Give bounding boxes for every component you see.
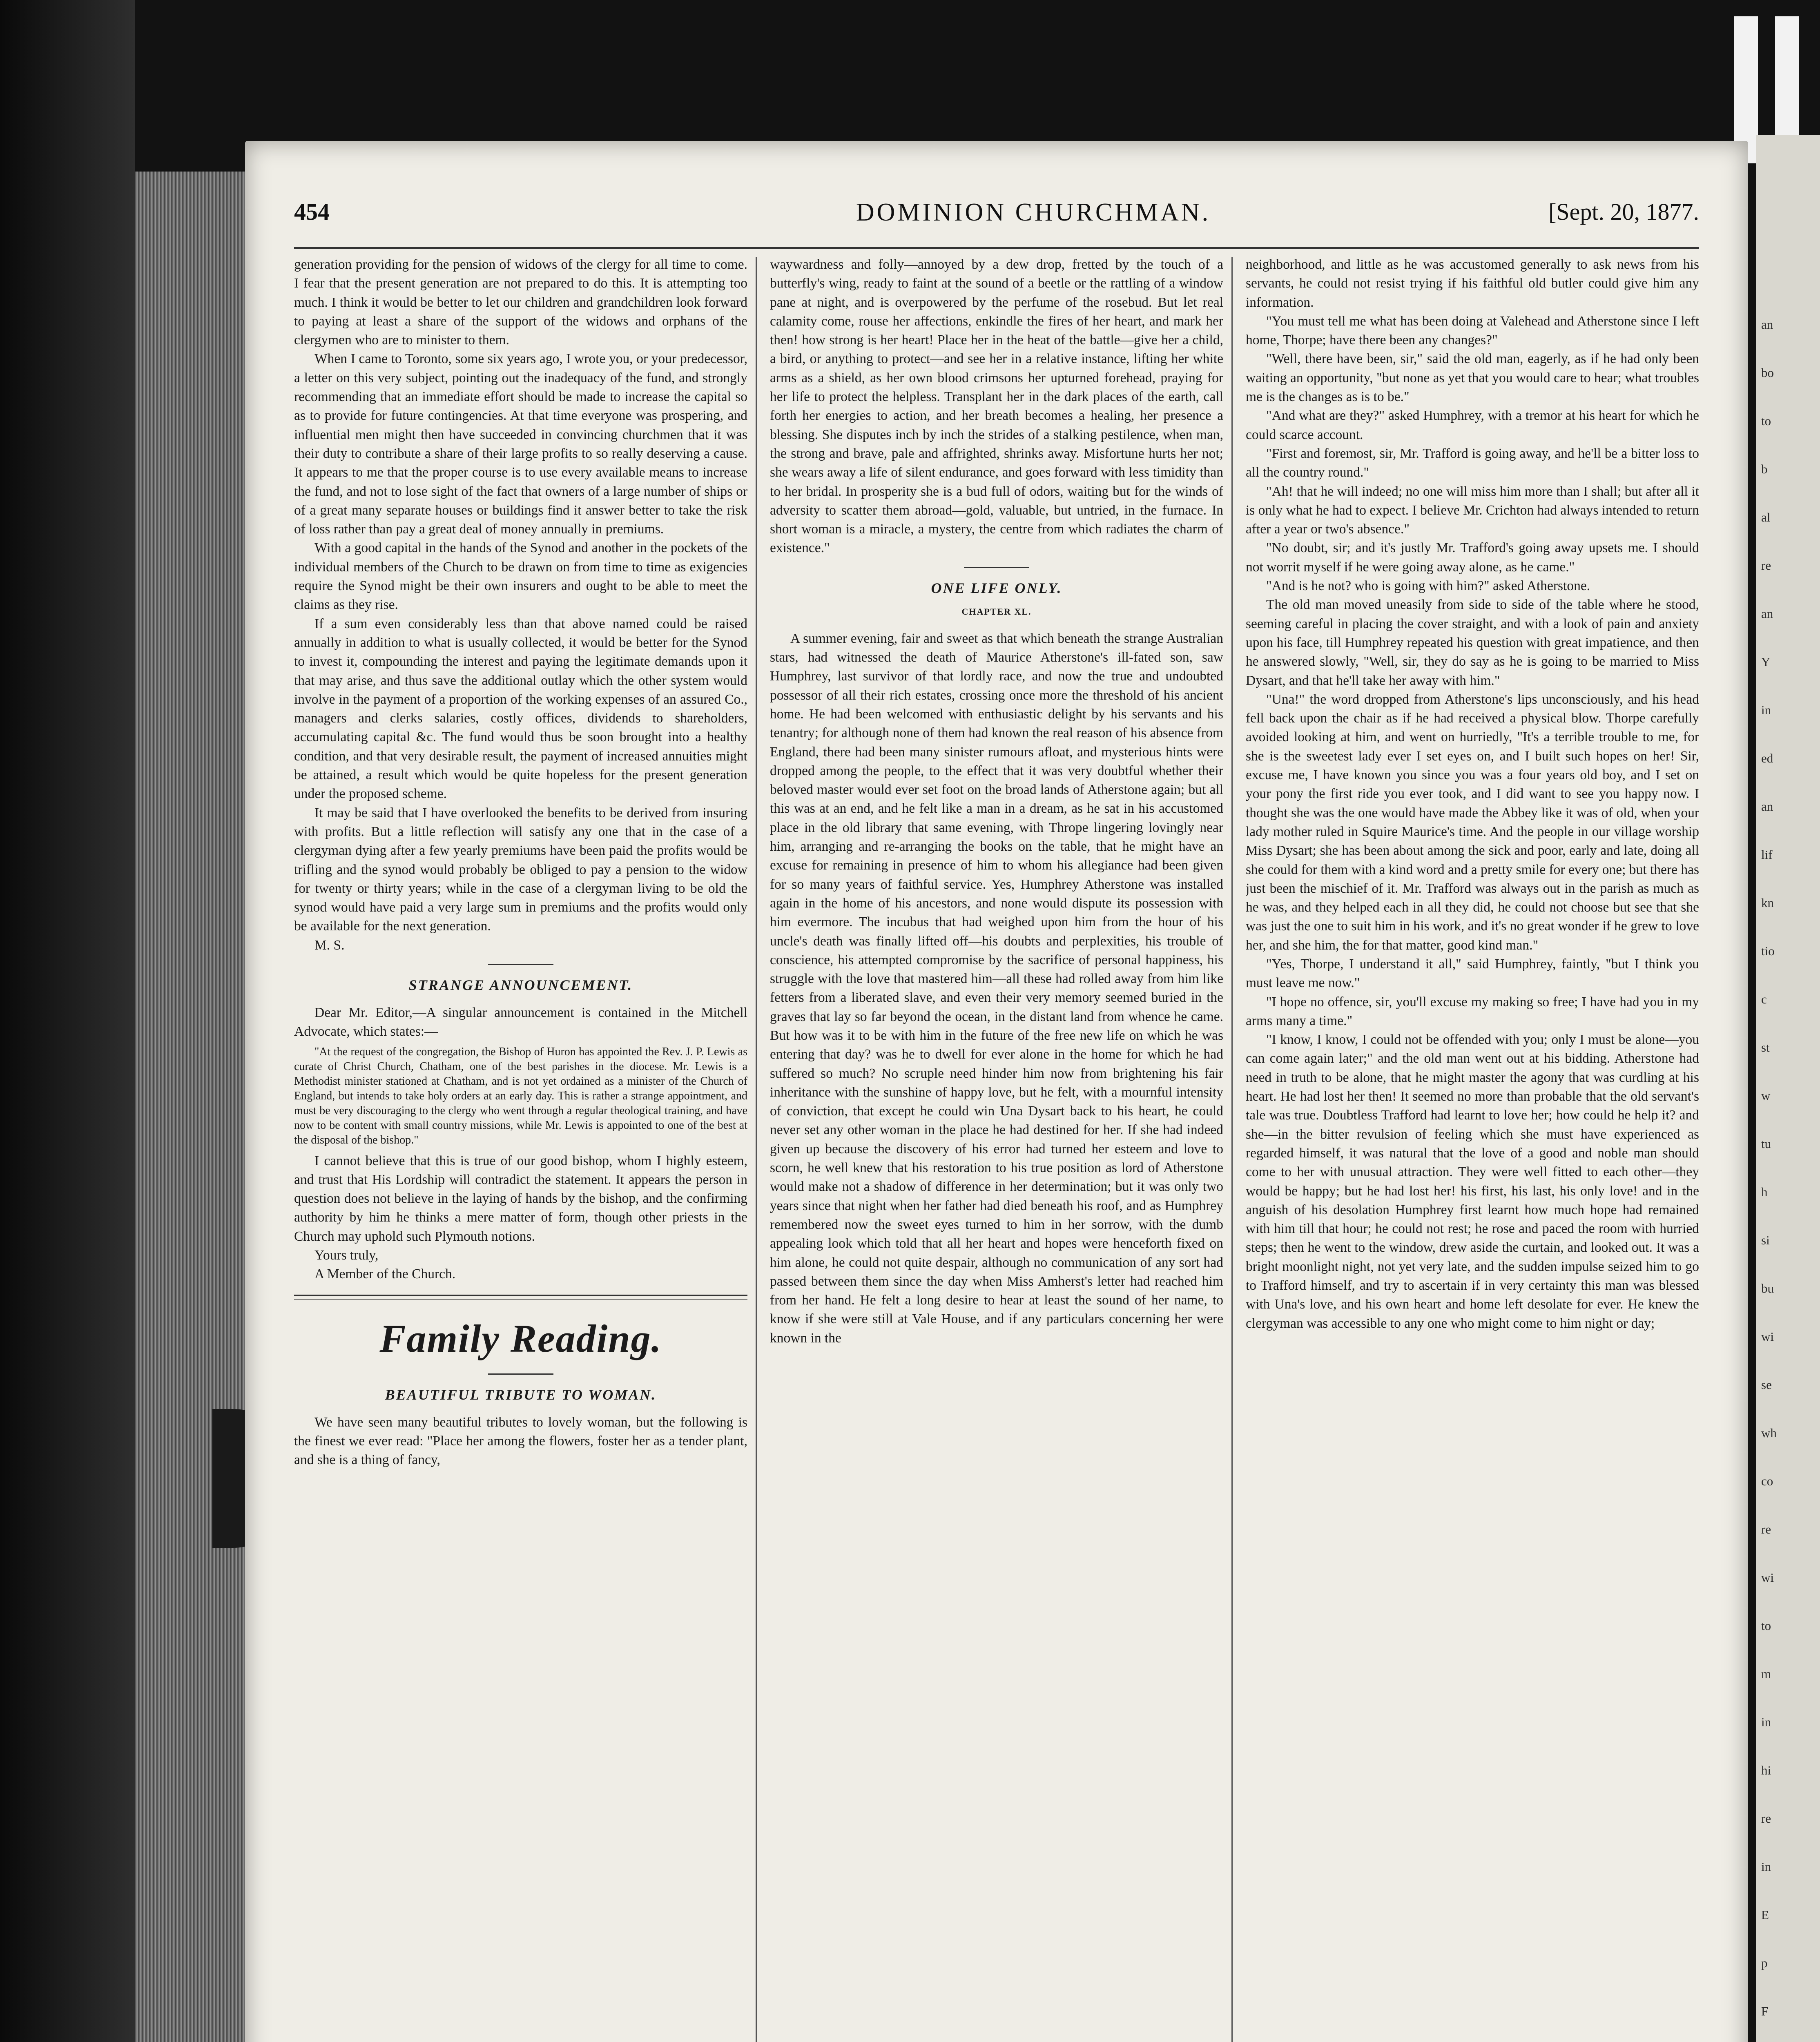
next-page-word-fragment: tu [1761,1137,1771,1151]
newspaper-page [245,141,1748,2042]
letter-signature: A Member of the Church. [314,1266,456,1282]
letter-paragraph: It may be said that I have overlooked the benefits to be derived from insuring with profits. But a little reflection will satisfy any one that in the case of a clergyman dying after a few yearly premiums have been paid the profits would be trifling and the synod would probably be obliged to pay a pension to the widow for twenty or thirty years; while in the case of a clergyman living to be old the synod would have paid a very large sum in premiums and the profits would only be available for the next generation. [294,805,747,934]
story-paragraph: "Ah! that he will indeed; no one will miss him more than I shall; but after all it is only what he had to expect. I believe Mr. Crichton had always intended to return after a year or two's absence." [1246,484,1699,537]
chapter-heading: CHAPTER XL. [961,606,1032,617]
next-page-word-fragment: se [1761,1378,1772,1392]
section-double-rule [294,1295,747,1300]
story-paragraph: "First and foremost, sir, Mr. Trafford is going away, and he'll be a bitter loss to all the country round." [1246,446,1699,480]
next-page-word-fragment: Y [1761,655,1771,669]
column-divider [1231,257,1233,2042]
page-number: 454 [294,198,330,225]
story-paragraph: "Yes, Thorpe, I understand it all," said Humphrey, faintly, "but I think you must leave me now." [1246,956,1699,991]
tribute-paragraph: We have seen many beautiful tributes to lovely woman, but the following is the finest we ever read: "Place her among the flowers, foster her as a tender plant, and she is a thing of fancy, [294,1414,747,1468]
story-paragraph: "No doubt, sir; and it's justly Mr. Trafford's going away upsets me. I should not worrit myself if he were going away alone, as he came." [1246,540,1699,575]
story-paragraph: "You must tell me what has been doing at Valehead and Atherstone since I left home, Thorpe; have there been any changes?" [1246,313,1699,348]
tribute-continuation: waywardness and folly—annoyed by a dew drop, fretted by the touch of a butterfly's wing, ready to faint at the sound of a beetle or the rattling of a window pane at night, and is overpowered by the perfume of the rosebud. But let real calamity come, rouse her affections, enkindle the fires of her heart, and mark her then! how strong is her heart! Place her in the heat of the battle—give her a child, a bird, or anything to protect—and see her in a relative instance, lifting her white arms as a shield, as her own blood crimsons her upturned forehead, praying for her life to protect the helpless. Transplant her in the dark places of the earth, call forth her energies to action, and her breath becomes a healing, her presence a blessing. She disputes inch by inch the strides of a stalking pestilence, when man, the strong and brave, pale and affrighted, shrinks away. Misfortune hurts her not; she wears away a life of silent endurance, and goes forward with less timidity than to her bridal. In prosperity she is a bud full of odors, waiting but for the winds of adversity to scatter them abroad—gold, valuable, but untried, in the furnace. In short woman is a miracle, a mystery, the centre from which radiates the charm of existence." [770,257,1223,556]
next-page-word-fragment: in [1761,703,1771,717]
next-page-word-fragment: co [1761,1474,1773,1488]
story-title: ONE LIFE ONLY. [931,580,1062,596]
strange-announcement-title: STRANGE ANNOUNCEMENT. [408,976,633,993]
next-page-word-fragment: lif [1761,847,1773,862]
letter-signature: M. S. [314,937,345,953]
tribute-title: BEAUTIFUL TRIBUTE TO WOMAN. [385,1386,657,1403]
strange-intro: Dear Mr. Editor,—A singular announcement is contained in the Mitchell Advocate, which states:— [294,1005,747,1039]
column-left [294,255,747,2042]
story-paragraph: neighborhood, and little as he was accustomed generally to ask news from his servants, he could not resist trying if his faithful old butler could give him any information. [1246,257,1699,310]
section-rule [964,567,1029,568]
next-page-word-fragment: si [1761,1233,1770,1247]
previous-pages-edge [135,172,245,2042]
letter-paragraph: If a sum even considerably less than that above named could be raised annually in addition to what is usually collected, it would be better for the Synod to invest it, compounding the interest and paying the legitimate demands upon it that may arise, and thus save the additional outlay which the other system would involve in the payment of a proportion of the working expenses of an assured Co., managers and clerks salaries, costly offices, dividends to shareholders, accumulating capital &c. The fund would thus be soon brought into a healthy condition, and that very desirable result, the payment of increased annuities might be attained, a result which would be quite hopeless for the present generation under the proposed scheme. [294,616,747,802]
story-paragraph: A summer evening, fair and sweet as that which beneath the strange Australian stars, had witnessed the death of Maurice Atherstone's ill-fated son, saw Humphrey, last survivor of that lordly race, and now the true and undoubted possessor of all their rich estates, crossing once more the threshold of his ancient home. He had been welcomed with enthusiastic delight by his servants and his tenantry; for although none of them had known the real reason of his absence from England, there had been many sinister rumours afloat, and mysterious hints were dropped among the people, to the effect that it was very doubtful whether their beloved master would ever set foot on the broad lands of Atherstone again; but all this was at an end, and he felt like a man in a dream, as he sat in his accustomed place in the old library that same evening, with Thrope lingering lovingly near him, arranging and re-arranging the books on the table, that he might have an excuse for remaining in presence of him to whom his allegiance had been given for so many years of faithful service. Yes, Humphrey Atherstone was installed again in the home of his ancestors, and none would dispute its possession with him evermore. The incubus that had weighed upon him from the hour of his uncle's death was finally lifted off—his doubts and perplexities, his trouble of conscience, his attempted compromise by the sacrifice of personal happiness, his struggle with the love that mastered him—all these had rolled away from him like fetters from a liberated slave, and even their very memory seemed buried in the graves that lay so far beyond the ocean, in the distant land from whence he came. But how was it to be with him in the future of the free new life on which he was entering that day? was he to dwell for ever alone in the home for which he had suffered so much? No scruple need hinder him now from brightening his fair inheritance with the sunshine of happy love, but he felt, with a mournful intensity of conviction, that except he could win Una Dysart back to his heart, he could never set any other woman in the place he had destined for her. If she had indeed given up because the discovery of his error had turned her esteem and love to scorn, he well knew that his restoration to his true position as lord of Atherstone would make not a shadow of difference in her determination; but it was only two years since that night when her father had died beneath his roof, and as Humphrey remembered now the sweet eyes turned to him in her sorrow, with the dumb appealing look which told that all her heart and hopes were henceforth fixed on him alone, he could not quite despair, although no communication of any sort had passed between them since the day when Miss Amherst's letter had reached him from her hand. He felt a long desire to hear at least the sound of her name, to know if she were still at Vale House, and if any particulars concerning her were known in the [770,631,1223,1346]
story-paragraph: "Well, there have been, sir," said the old man, eagerly, as if he had only been waiting an opportunity, "but none as yet that you would care to hear; what troubles me is the changes as is to be." [1246,351,1699,405]
next-page-word-fragment: w [1761,1088,1771,1103]
page-header [294,198,1699,239]
family-reading-heading: Family Reading. [379,1316,662,1360]
column-right [1246,255,1699,2042]
next-page-word-fragment: kn [1761,896,1774,910]
header-rule [294,247,1699,249]
letter-paragraph: With a good capital in the hands of the Synod and another in the pockets of the individual members of the Church to be drawn on from time to time as exigencies require the Synod might be their own insurers and ought to be able to meet the claims as they rise. [294,540,747,613]
story-paragraph: "And what are they?" asked Humphrey, with a tremor at his heart for which he could scarce account. [1246,408,1699,442]
next-page-word-fragment: h [1761,1185,1768,1199]
strange-body: I cannot believe that this is true of our good bishop, whom I highly esteem, and trust that His Lordship will contradict the statement. It appears the person in question does not believe in the laying of hands by the bishop, and the confirming authority by him he thinks a mere matter of form, though other priests in the Church may uphold such Plymouth notions. [294,1153,747,1244]
next-page-word-fragment: wi [1761,1570,1774,1585]
section-rule [488,964,553,965]
next-page-word-fragment: an [1761,317,1773,332]
strange-quote: "At the request of the congregation, the Bishop of Huron has appointed the Rev. J. P. Lewis as curate of Christ Church, Chatham, one of the best parishes in the diocese. Mr. Lewis is a Methodist minister stationed at Chatham, and is not yet ordained as a minister of the Church of England, but intends to take holy orders at an early day. This is rather a strange appointment, and must be very discouraging to the clergy who went through a regular theological training, and have now to be content with small country missions, while Mr. Lewis is appointed to one of the best at the disposal of the bishop." [294,1045,747,1146]
next-page-word-fragment: c [1761,992,1767,1006]
story-paragraph: "I know, I know, I could not be offended with you; only I must be alone—you can come again later;" and the old man went out at his bidding. Atherstone had need in truth to be alone, that he might master the agony that was curdling at his heart. He had lost her then! It seemed no more than probable that the old servant's tale was true. Doubtless Trafford had learnt to love her; how could he help it? and she—in the bitter revulsion of feeling which she must have experienced as regarded himself, it was natural that the love of a good and noble man should come to her with unusual attraction. They were well fitted to each other—they would be happy; but he had lost her! his first, his last, his only love! and in the anguish of his desolation Humphrey first learnt how much hope had remained with him till that hour; he could not rest; he rose and paced the room with hurried steps; then he went to the window, drew aside the curtain, and looked out. It was a bright moonlight night, not yet very late, and the sudden impulse seized him to go to Trafford himself, and try to ascertain if in very certainty this man was blessed with Una's love, and his own heart and home left desolate for ever. He knew the clergyman was accessible to any one who might come to him night or day; [1246,1032,1699,1331]
next-page-word-fragment: b [1761,462,1768,476]
story-paragraph: The old man moved uneasily from side to side of the table where he stood, seeming careful in placing the cover straight, and with a look of pain and anxiety upon his face, till Humphrey repeated his question with great impatience, and then he answered slowly, "Well, sir, they do say as he is going to be married to Miss Dysart, and that he'll take her away with him." [1246,597,1699,688]
next-page-word-fragment: ed [1761,751,1773,765]
next-page-word-fragment: to [1761,414,1771,428]
next-page-word-fragment: hi [1761,1763,1771,1777]
next-page-word-fragment: re [1761,1522,1771,1536]
next-page-word-fragment: re [1761,1811,1771,1826]
next-page-word-fragment: F [1761,2004,1769,2018]
letter-paragraph: generation providing for the pension of widows of the clergy for all time to come. I fear that the present generation are not prepared to do this. It is attempting too much. I think it would be better to let our children and grandchildren look forward to paying at least a share of the support of the widows and orphans of the clergymen who are to minister to them. [294,257,747,348]
next-page-word-fragment: st [1761,1040,1770,1054]
letter-paragraph: When I came to Toronto, some six years ago, I wrote you, or your predecessor, a letter on this very subject, pointing out the inadequacy of the fund, and strongly recommending that an immediate effort should be made to increase the capital so as to provide for future contingencies. At that time everyone was prospering, and influential men might then have succeeded in convincing churchmen that it was their duty to contribute a share of their large profits to so really deserving a cause. It appears to me that the proper course is to use every available means to increase the fund, and not to lose sight of the fact that owners of a large number of ships or of a great many separate houses or buildings find it answer better to take the risk of loss rather than pay a great deal of money annually in premiums. [294,351,747,537]
column-middle [770,255,1223,2042]
next-page-word-fragment: E [1761,1908,1769,1922]
next-page-word-fragment: bo [1761,366,1774,380]
next-page-word-fragment: wi [1761,1329,1774,1344]
story-paragraph: "Una!" the word dropped from Atherstone's lips unconsciously, and his head fell back upon the chair as if he had received a physical blow. Thorpe carefully avoided looking at him, and went on hurriedly, "It's a terrible trouble to me, for she is the sweetest lady ever I set eyes on, and I built such hopes on her! Sir, excuse me, I have known you since you was a four years old boy, and I set on your pony the first ride you ever took, and I did want to see you happy now. I thought she was the one would have made the Abbey like it was of old, when your lady mother ruled in Squire Maurice's time. And the people in our village worship Miss Dysart; she has been about among the sick and poor, early and late, doing all she could for them with a kind word and a pretty smile for every one; but there has just been the mischief of it. Mr. Trafford was always out in the parish as much as he was, and they helped each in all they did, he could not choose but see that she was just the one to suit him in his work, and it's no great wonder if he grew to love her, and she him, the for that matter, good kind man." [1246,691,1699,953]
story-paragraph: "I hope no offence, sir, you'll excuse my making so free; I have had you in my arms many a time." [1246,994,1699,1028]
next-page-word-fragment: m [1761,1667,1771,1681]
issue-date: [Sept. 20, 1877. [1548,198,1699,225]
story-paragraph: "And is he not? who is going with him?" asked Atherstone. [1266,578,1590,594]
next-page-word-fragment: in [1761,1715,1771,1729]
section-rule [488,1373,553,1375]
letter-closing: Yours truly, [314,1248,379,1263]
next-page-word-fragment: al [1761,510,1771,524]
next-page-word-fragment: an [1761,799,1773,814]
next-page-word-fragment: p [1761,1956,1768,1970]
masthead-title: DOMINION CHURCHMAN. [856,198,1211,226]
column-divider [756,257,757,2042]
next-page-fragment [1756,135,1820,2042]
next-page-word-fragment: tio [1761,944,1775,958]
next-page-word-fragment: wh [1761,1426,1777,1440]
scanner-margin [0,0,135,2042]
next-page-word-fragment: in [1761,1859,1771,1874]
next-page-word-fragment: to [1761,1618,1771,1633]
next-page-word-fragment: re [1761,558,1771,573]
next-page-word-fragment: an [1761,606,1773,621]
next-page-word-fragment: bu [1761,1281,1774,1295]
